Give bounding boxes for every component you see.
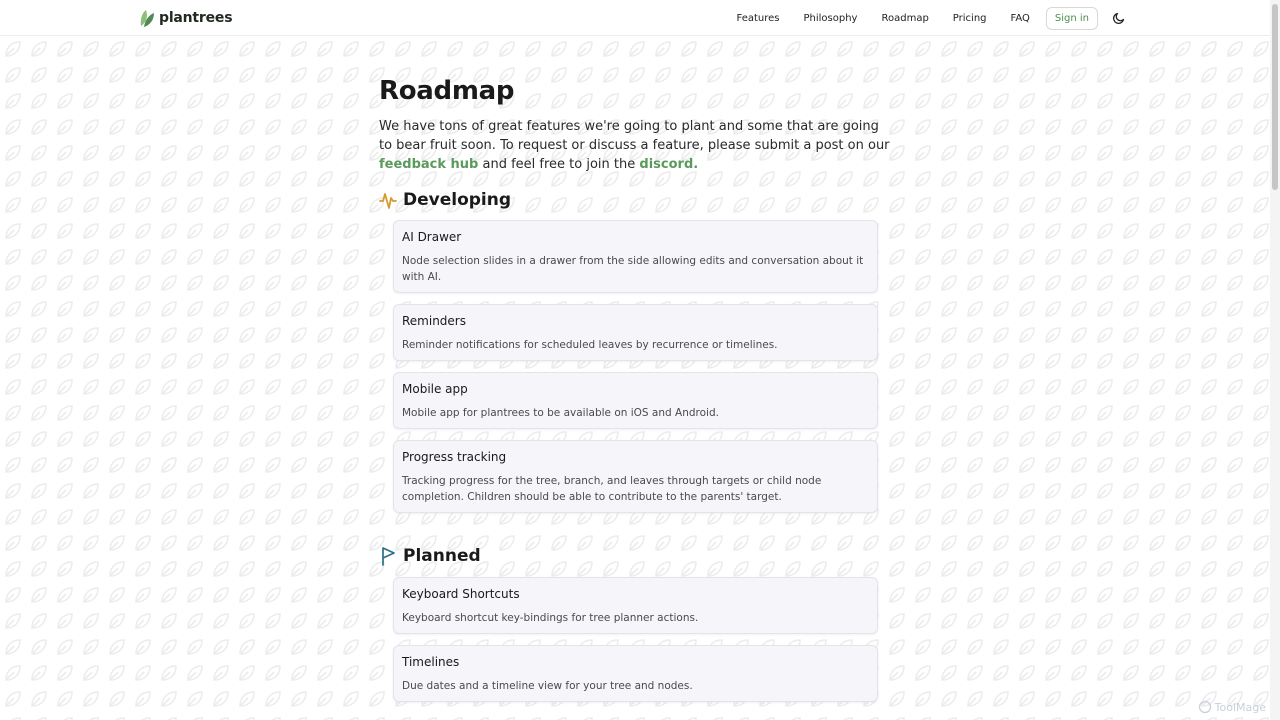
feedback-hub-link[interactable]: feedback hub (379, 157, 479, 172)
brand-logo[interactable] (139, 8, 232, 28)
activity-icon (379, 190, 397, 210)
card-description: Reminder notifications for scheduled leaves by recurrence or timelines. (402, 339, 778, 351)
nav-roadmap[interactable]: Roadmap (881, 12, 929, 24)
scrollbar-thumb[interactable] (1272, 4, 1278, 190)
card-title: Reminders (402, 314, 466, 328)
roadmap-card-reminders[interactable] (393, 304, 878, 361)
theme-toggle-button[interactable] (1110, 9, 1128, 27)
intro-paragraph (379, 117, 891, 174)
card-title: Progress tracking (402, 450, 507, 464)
card-description: Due dates and a timeline view for your tree and nodes. (402, 680, 693, 692)
card-description: Node selection slides in a drawer from the side allowing edits and conversation about it with AI. (402, 255, 864, 283)
section-planned (379, 546, 889, 702)
page-title: Roadmap (379, 76, 515, 106)
roadmap-card-mobile-app[interactable] (393, 372, 878, 429)
card-title: Keyboard Shortcuts (402, 587, 520, 601)
nav-pricing[interactable]: Pricing (952, 12, 987, 24)
main-nav (713, 6, 1129, 30)
top-navbar (0, 0, 1270, 36)
roadmap-card-progress-tracking[interactable] (393, 440, 878, 513)
section-title-planned: Planned (403, 546, 481, 566)
brand-name: plantrees (159, 10, 233, 26)
card-description: Tracking progress for the tree, branch, and leaves through targets or child node completion. Children should be able to contribute to the parents' target. (402, 475, 822, 503)
intro-text-part1: We have tons of great features we're going to plant and some that are going to bear fruit soon. To request or discuss a feature, please submit a post on our (379, 119, 890, 153)
roadmap-content (379, 76, 889, 702)
section-developing (379, 190, 889, 513)
moon-icon (1112, 11, 1126, 25)
roadmap-card-ai-drawer[interactable] (393, 220, 878, 293)
section-title-developing: Developing (403, 190, 512, 210)
card-description: Mobile app for plantrees to be available on iOS and Android. (402, 407, 719, 419)
discord-link[interactable]: discord. (639, 157, 699, 172)
card-title: Mobile app (402, 382, 468, 396)
page-scrollbar[interactable] (1270, 0, 1280, 720)
intro-text-part2: and feel free to join the (478, 157, 640, 172)
sign-in-button[interactable]: Sign in (1046, 7, 1098, 30)
section-header-developing (379, 190, 889, 210)
leaf-logo-icon (139, 8, 155, 28)
card-title: AI Drawer (402, 230, 462, 244)
nav-philosophy[interactable]: Philosophy (803, 12, 858, 24)
section-header-planned (379, 546, 889, 566)
nav-features[interactable]: Features (736, 12, 780, 24)
nav-faq[interactable]: FAQ (1010, 12, 1030, 24)
card-title: Timelines (402, 655, 460, 669)
flag-icon (379, 546, 397, 566)
roadmap-card-keyboard-shortcuts[interactable] (393, 577, 878, 634)
watermark-text: ToolMage (1214, 700, 1266, 714)
roadmap-card-timelines[interactable] (393, 645, 878, 702)
card-description: Keyboard shortcut key-bindings for tree planner actions. (402, 612, 699, 624)
watermark-logo-icon (1198, 700, 1212, 714)
watermark (1198, 700, 1266, 714)
